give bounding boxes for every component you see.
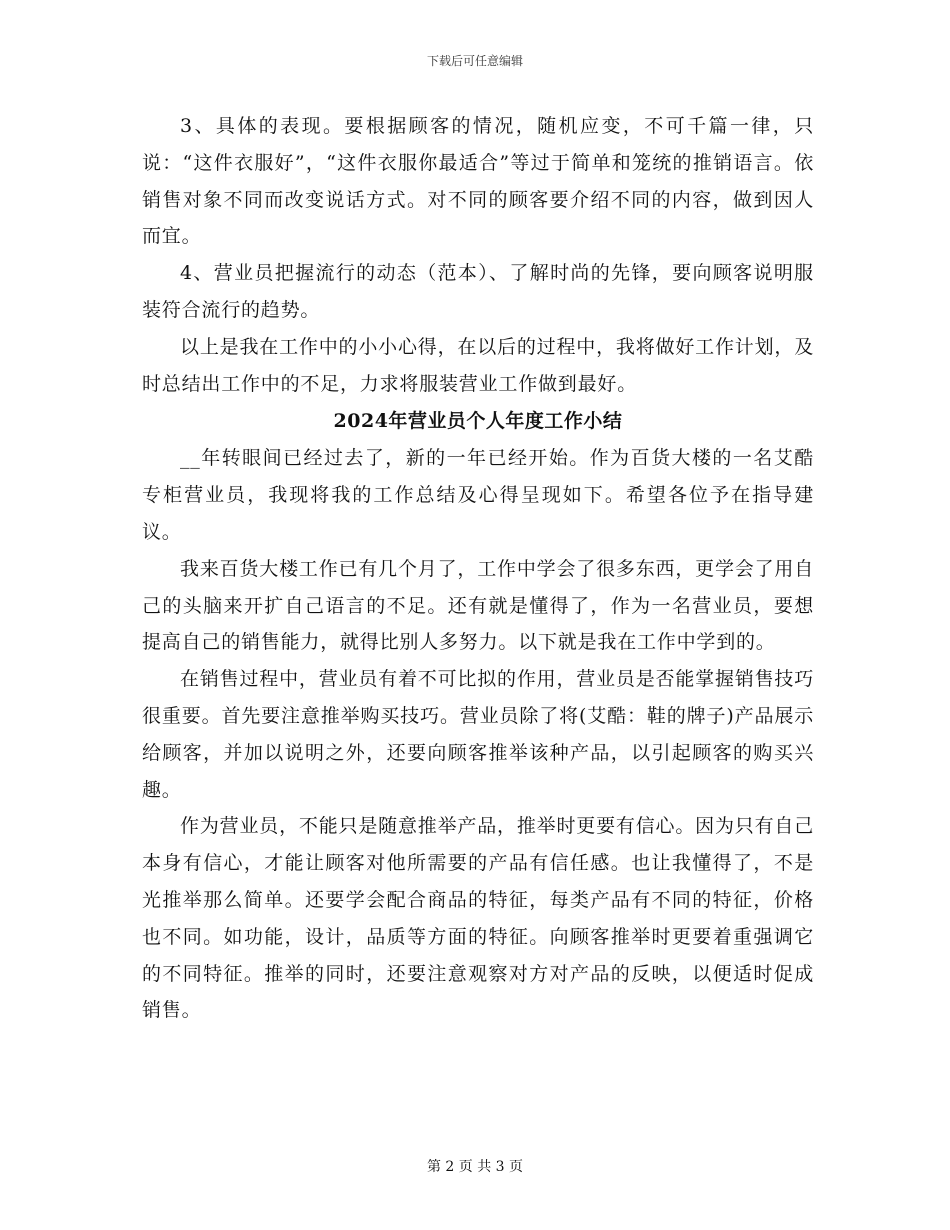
paragraph-confidence: 作为营业员，不能只是随意推举产品，推举时更要有信心。因为只有自己本身有信心，才能让顾客对他所需要的产品有信任感。也让我懂得了，不是光推举那么简单。还要学会配合商品的特征，每类产品有不同的特征，价格也不同。如功能，设计，品质等方面的特征。向顾客推举时更要着重强调它的不同特征。推举的同时，还要注意观察对方对产品的反映，以便适时促成销售。 xyxy=(142,815,814,1022)
section-title: 2024年营业员个人年度工作小结 xyxy=(333,410,623,433)
page-footer: 第 2 页 共 3 页 xyxy=(426,1159,524,1175)
page-header: 下载后可任意编辑 xyxy=(426,54,523,68)
paragraph-item-3: 3、具体的表现。要根据顾客的情况，随机应变，不可千篇一律，只说：“这件衣服好”，“这件衣服你最适合”等过于简单和笼统的推销语言。依销售对象不同而改变说话方式。对不同的顾客要介绍不同的内容，做到因人而宜。 xyxy=(142,115,814,248)
document-body xyxy=(142,108,814,1029)
paragraph-item-4: 4、营业员把握流行的动态（范本）、了解时尚的先锋，要向顾客说明服装符合流行的趋势。 xyxy=(142,262,814,321)
paragraph-learning: 我来百货大楼工作已有几个月了，工作中学会了很多东西，更学会了用自己的头脑来开扩自己语言的不足。还有就是懂得了，作为一名营业员，要想提高自己的销售能力，就得比别人多努力。以下就是我在工作中学到的。 xyxy=(142,557,814,654)
paragraph-conclusion: 以上是我在工作中的小小心得，在以后的过程中，我将做好工作计划，及时总结出工作中的不足，力求将服装营业工作做到最好。 xyxy=(142,335,814,395)
paragraph-sales-skills: 在销售过程中，营业员有着不可比拟的作用，营业员是否能掌握销售技巧很重要。首先要注意推举购买技巧。营业员除了将(艾酷：鞋的牌子)产品展示给顾客，并加以说明之外，还要向顾客推举该种产品，以引起顾客的购买兴趣。 xyxy=(142,668,814,801)
paragraph-intro: __年转眼间已经过去了，新的一年已经开始。作为百货大楼的一名艾酷专柜营业员，我现将我的工作总结及心得呈现如下。希望各位予在指导建议。 xyxy=(142,447,814,543)
